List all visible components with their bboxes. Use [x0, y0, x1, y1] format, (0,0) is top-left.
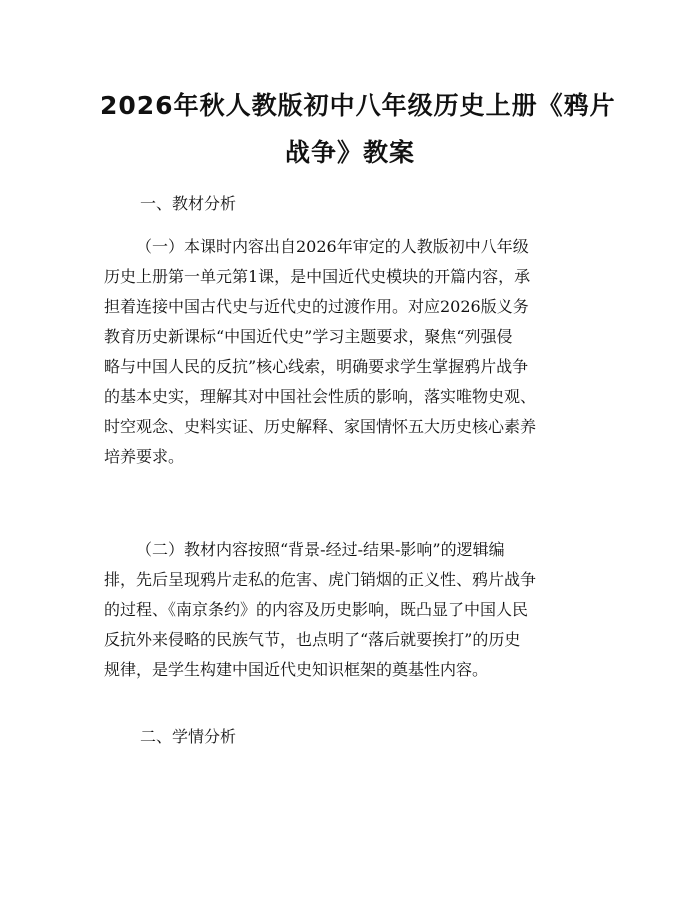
paragraph-2-line: 的过程、《南京条约》的内容及历史影响，既凸显了中国人民: [104, 600, 529, 619]
paragraph-1-line: 历史上册第一单元第1课，是中国近代史模块的开篇内容，承: [104, 267, 531, 286]
paragraph-2-line: 规律，是学生构建中国近代史知识框架的奠基性内容。: [104, 660, 489, 679]
section-heading-student-analysis: 二、学情分析: [140, 727, 237, 746]
document-title-line-1: 2026年秋人教版初中八年级历史上册《鸦片: [100, 91, 616, 120]
section-heading-textbook-analysis: 一、教材分析: [140, 194, 237, 213]
paragraph-1-line: 担着连接中国古代史与近代史的过渡作用。对应2026版义务: [104, 297, 529, 316]
paragraph-1-line: 培养要求。: [104, 447, 185, 466]
paragraph-1-line: 时空观念、史料实证、历史解释、家国情怀五大历史核心素养: [104, 417, 537, 436]
paragraph-2-line: 排，先后呈现鸦片走私的危害、虎门销烟的正义性、鸦片战争: [104, 570, 537, 589]
paragraph-2-line: （二）教材内容按照“背景-经过-结果-影响”的逻辑编: [136, 540, 505, 559]
paragraph-1-line: 略与中国人民的反抗”核心线索，明确要求学生掌握鸦片战争: [104, 357, 529, 376]
paragraph-1-line: 教育历史新课标“中国近代史”学习主题要求，聚焦“列强侵: [104, 327, 513, 346]
paragraph-2-line: 反抗外来侵略的民族气节，也点明了“落后就要挨打”的历史: [104, 630, 521, 649]
paragraph-1: [104, 232, 604, 472]
paragraph-2: [104, 535, 604, 685]
paragraph-1-line: 的基本史实，理解其对中国社会性质的影响，落实唯物史观、: [104, 387, 537, 406]
document-title-line-2: 战争》教案: [284, 138, 415, 167]
paragraph-1-line: （一）本课时内容出自2026年审定的人教版初中八年级: [136, 237, 529, 256]
